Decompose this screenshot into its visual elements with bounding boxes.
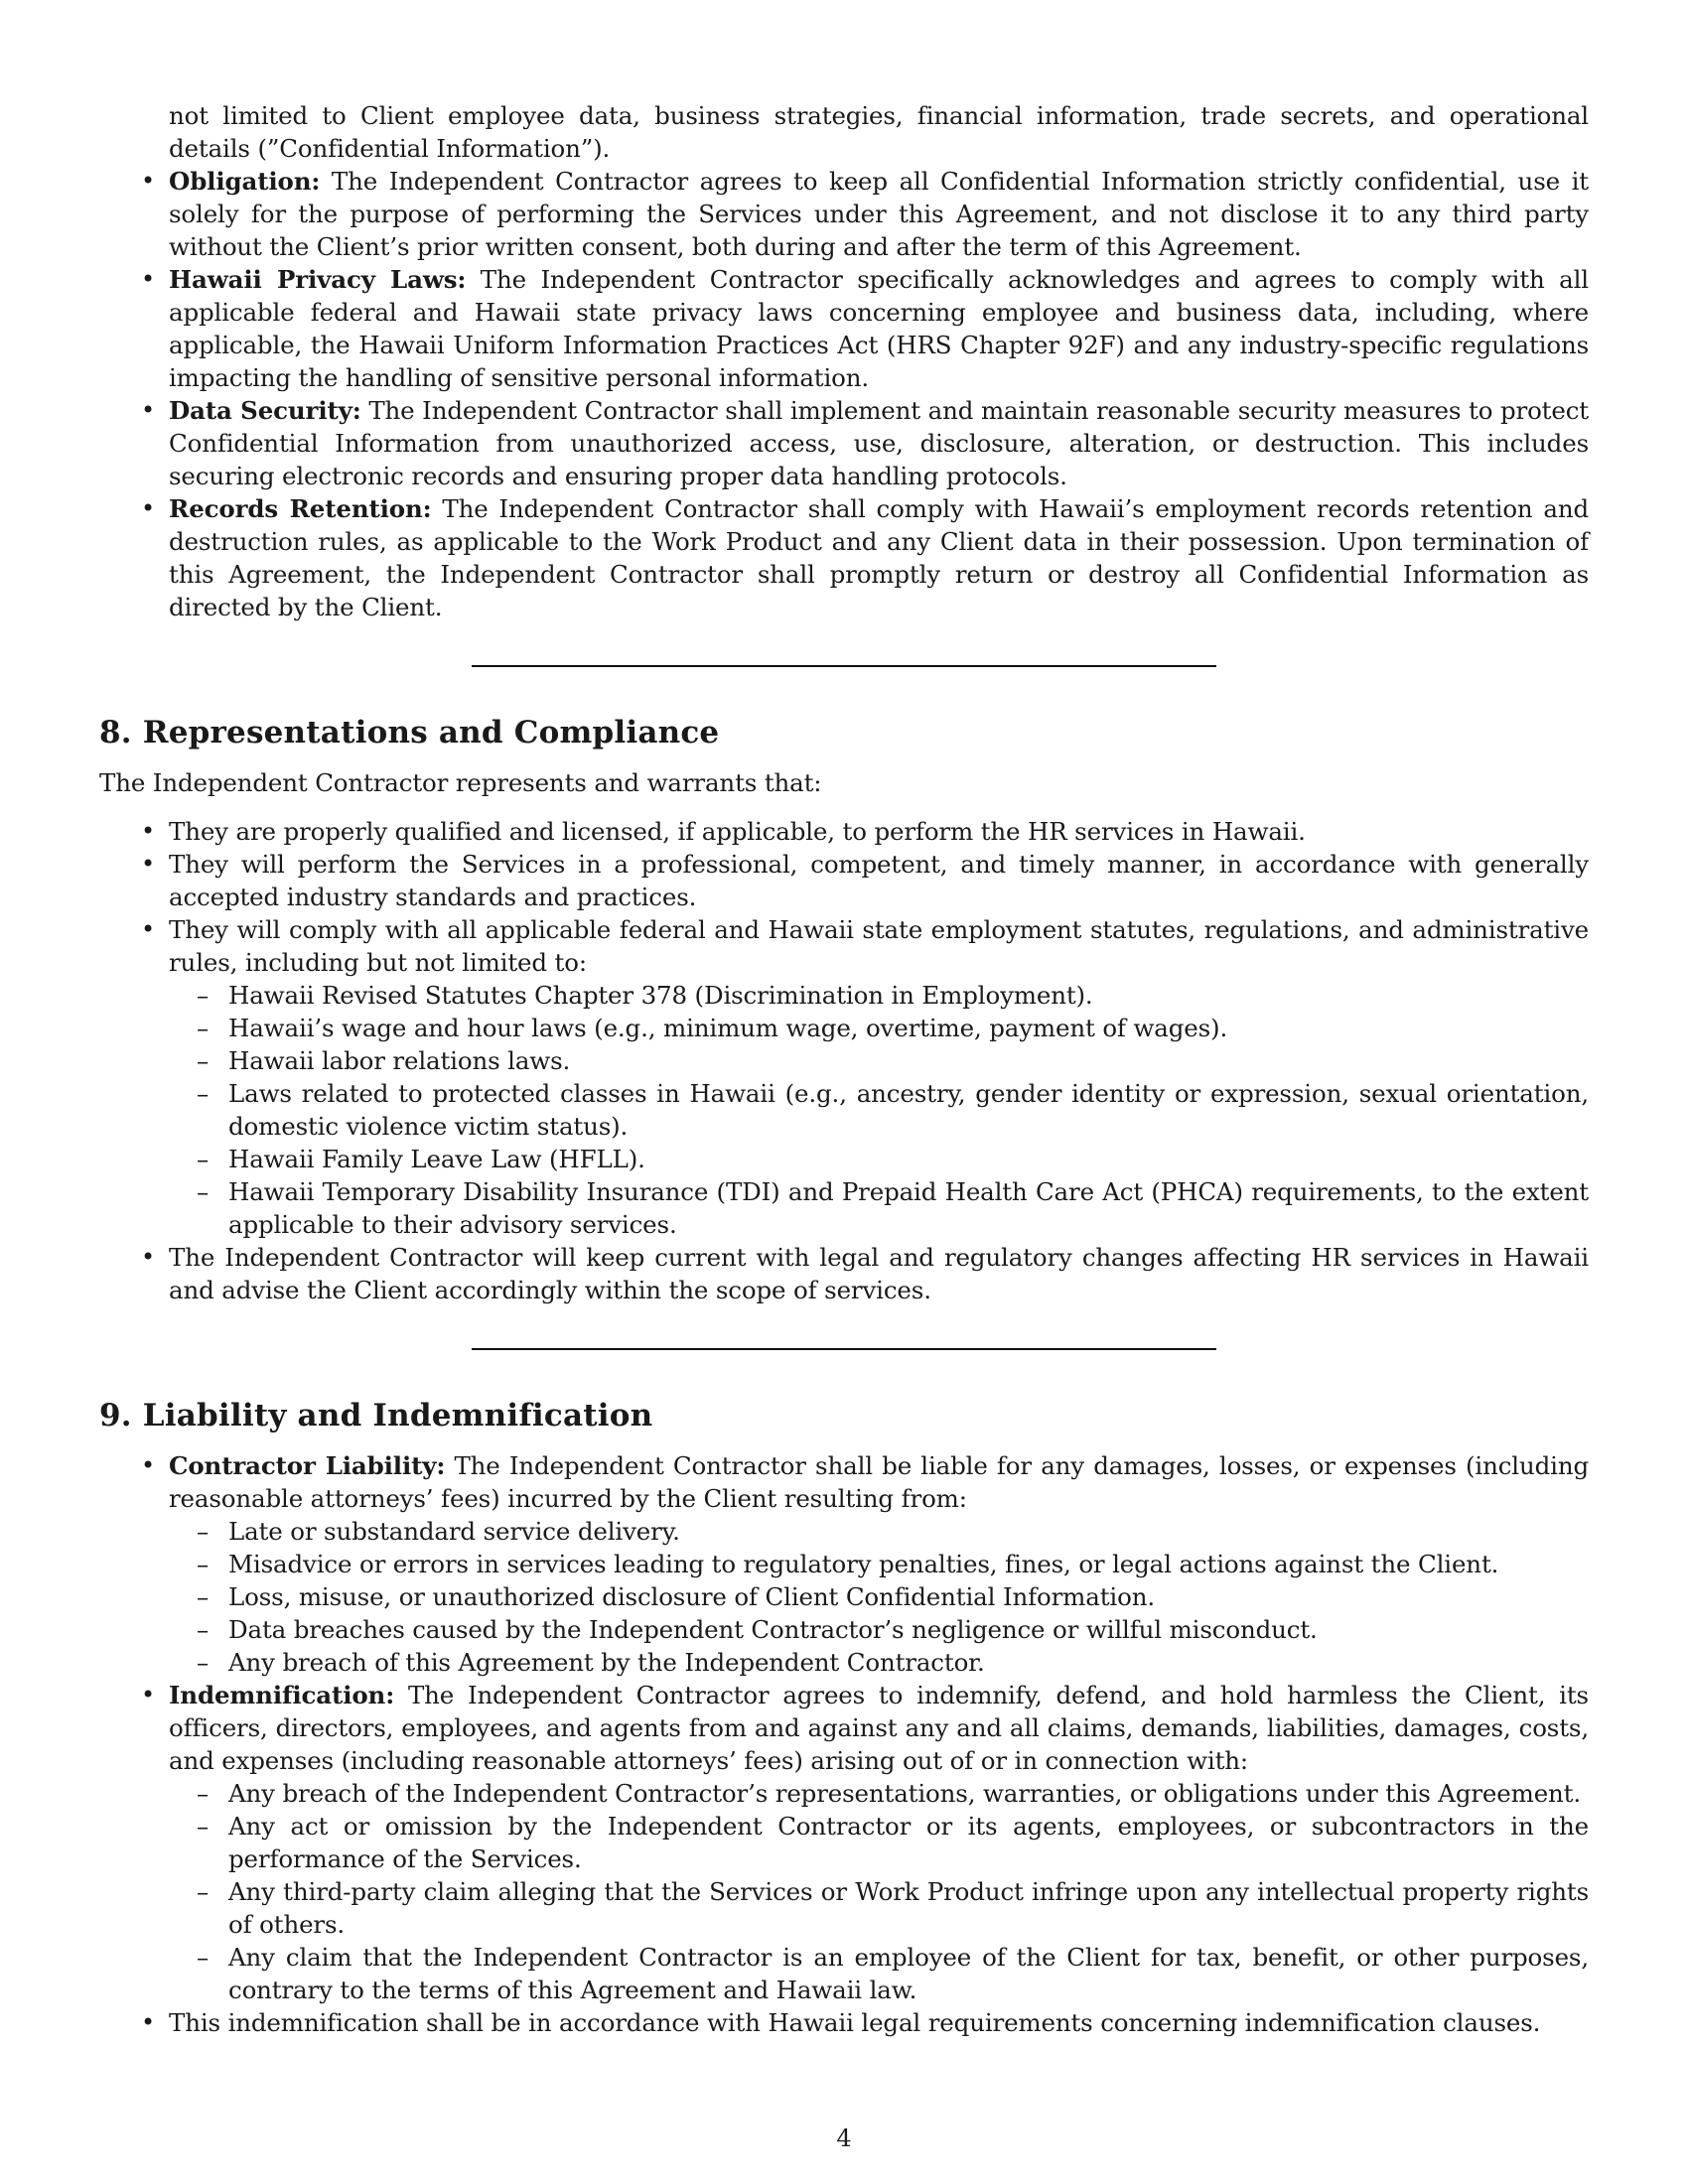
section-divider [472,1348,1216,1350]
section-8-intro: The Independent Contractor represents and warrants that: [99,768,822,797]
document-page [99,99,1589,2039]
data-security-text: The Independent Contractor shall implement and maintain reasonable security measures to protect Confidential Information from unauthorized access, use, disclosure, alteration, or destruction. This includes securing electronic records and ensuring proper data handling protocols. [169,396,1589,490]
list-item: • The Independent Contractor will keep current with legal and regulatory changes affecting HR services in Hawaii and advise the Client accordingly within the scope of services. [99,1241,1589,1306]
contractor-liability-text: The Independent Contractor shall be liable for any damages, losses, or expenses (including reasonable attorneys’ fees) incurred by the Client resulting from: [169,1451,1589,1513]
records-retention-text: The Independent Contractor shall comply with Hawaii’s employment records retention and destruction rules, as applicable to the Work Product and any Client data in their possession. Upon termination of this Agreement, the Independent Contractor shall promptly return or destroy all Confidential Information as directed by the Client. [169,494,1590,621]
privacy-laws-label: Hawaii Privacy Laws: [169,265,467,294]
list-item [99,492,1589,623]
section-8-heading: 8. Representations and Compliance [99,715,720,751]
sub-list-item: – Hawaii Temporary Disability Insurance (TDI) and Prepaid Health Care Act (PHCA) requirements, to the extent applicable to their advisory services. [99,1175,1589,1241]
list-item: • This indemnification shall be in accordance with Hawaii legal requirements concerning indemnification clauses. [99,2006,1589,2039]
contractor-liability-label: Contractor Liability: [169,1451,446,1480]
privacy-laws-text: The Independent Contractor specifically acknowledges and agrees to comply with all applicable federal and Hawaii state privacy laws concerning employee and business data, including, where applicable, the Hawaii Uniform Information Practices Act (HRS Chapter 92F) and any industry-specific regulations impacting the handling of sensitive personal information. [169,265,1589,392]
list-item [99,1679,1589,1777]
list-item [99,165,1589,263]
sub-list-item: – Any claim that the Independent Contractor is an employee of the Client for tax, benefit, or other purposes, contrary to the terms of this Agreement and Hawaii law. [99,1941,1589,2006]
list-item [99,394,1589,492]
sub-list-item: – Data breaches caused by the Independent Contractor’s negligence or willful misconduct. [99,1613,1589,1646]
obligation-label: Obligation: [169,167,321,196]
page-number: 4 [836,2124,852,2152]
sub-list-item: – Laws related to protected classes in Hawaii (e.g., ancestry, gender identity or expression, sexual orientation, domestic violence victim status). [99,1077,1589,1143]
records-retention-label: Records Retention: [169,494,432,523]
section-divider [472,665,1216,667]
sub-list-item: – Any breach of the Independent Contractor’s representations, warranties, or obligations under this Agreement. [99,1777,1589,1810]
confidentiality-list [99,165,1589,623]
section-9-heading: 9. Liability and Indemnification [99,1398,653,1433]
data-security-label: Data Security: [169,396,361,425]
sub-list-item: – Misadvice or errors in services leading to regulatory penalties, fines, or legal actions against the Client. [99,1548,1589,1580]
sub-list-item: – Loss, misuse, or unauthorized disclosure of Client Confidential Information. [99,1580,1589,1613]
obligation-text: The Independent Contractor agrees to keep all Confidential Information strictly confidential, use it solely for the purpose of performing the Services under this Agreement, and not disclose it to any third party without the Client’s prior written consent, both during and after the term of this Agreement. [169,167,1589,261]
sub-list-item: – Hawaii Revised Statutes Chapter 378 (Discrimination in Employment). [99,979,1589,1012]
compliance-item-text: They will comply with all applicable federal and Hawaii state employment statutes, regulations, and administrative rules, including but not limited to: [169,915,1589,977]
sub-list-item: – Any breach of this Agreement by the Independent Contractor. [99,1646,1589,1679]
list-item [99,263,1589,394]
list-item [99,913,1589,979]
indemnification-label: Indemnification: [169,1681,395,1709]
list-item: • They are properly qualified and licensed, if applicable, to perform the HR services in Hawaii. [99,815,1589,848]
liability-list [99,1449,1589,2039]
sub-list-item: – Hawaii labor relations laws. [99,1044,1589,1077]
sub-list-item: – Hawaii Family Leave Law (HFLL). [99,1143,1589,1175]
confidential-info-continuation: not limited to Client employee data, business strategies, financial information, trade secrets, and operational details (”Confidential Information”). [169,101,1589,163]
list-item: • They will perform the Services in a professional, competent, and timely manner, in accordance with generally accepted industry standards and practices. [99,848,1589,913]
indemnification-text: The Independent Contractor agrees to indemnify, defend, and hold harmless the Client, its officers, directors, employees, and agents from and against any and all claims, demands, liabilities, damages, costs, and expenses (including reasonable attorneys’ fees) arising out of or in connection with: [169,1681,1589,1775]
list-item [99,1449,1589,1515]
sub-list-item: – Hawaii’s wage and hour laws (e.g., minimum wage, overtime, payment of wages). [99,1012,1589,1044]
representations-list [99,815,1589,1306]
sub-list-item: – Any act or omission by the Independent Contractor or its agents, employees, or subcontractors in the performance of the Services. [99,1810,1589,1875]
sub-list-item: – Late or substandard service delivery. [99,1515,1589,1548]
sub-list-item: – Any third-party claim alleging that the Services or Work Product infringe upon any intellectual property rights of others. [99,1875,1589,1941]
